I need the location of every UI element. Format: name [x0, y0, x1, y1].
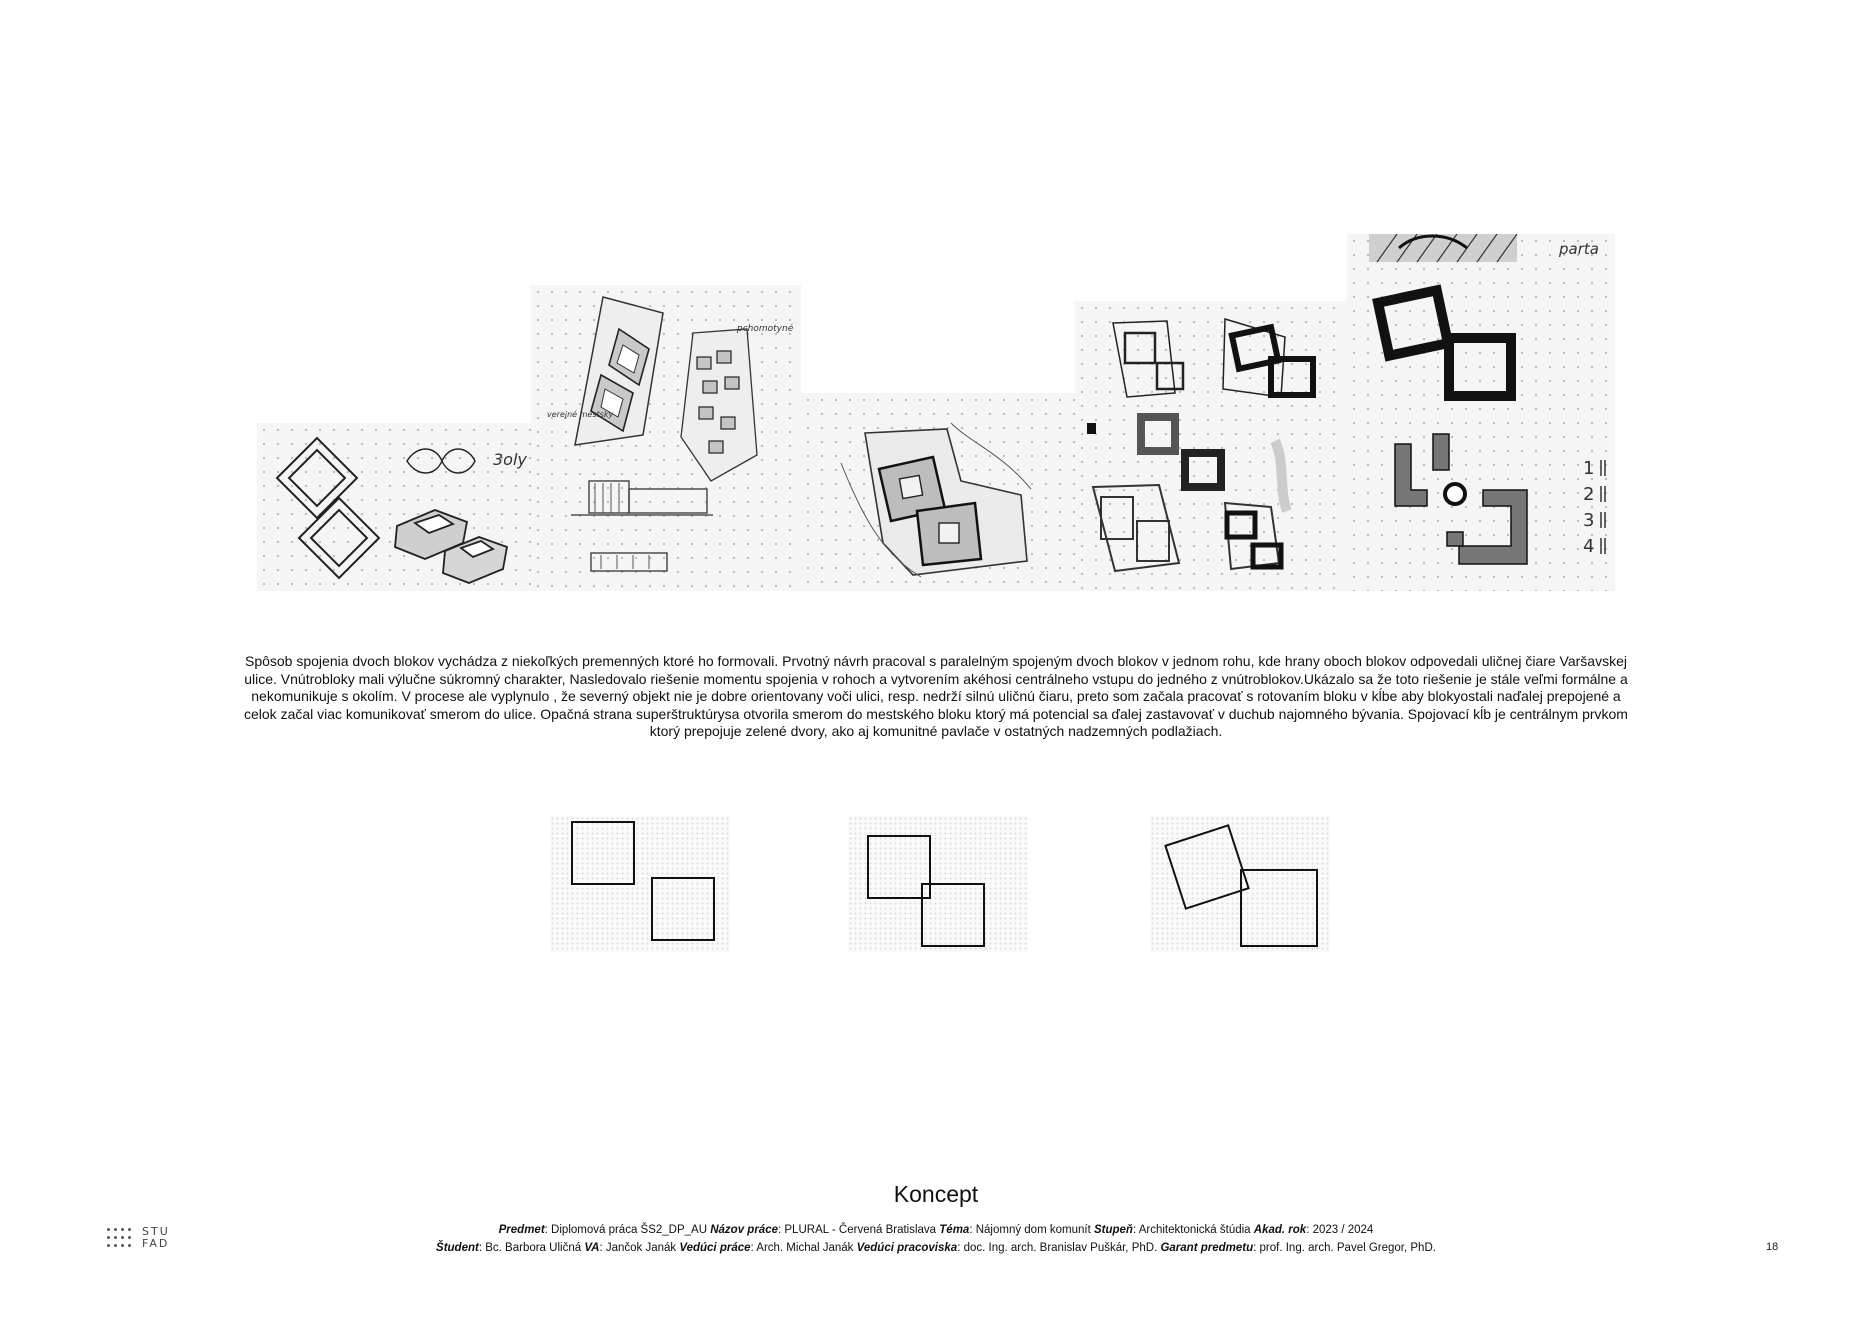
meta-value-student: : Bc. Barbora Uličná — [478, 1242, 585, 1254]
meta-value-veduci-prace: : Arch. Michal Janák — [750, 1242, 857, 1254]
meta-label-garant: Garant predmetu — [1160, 1242, 1254, 1254]
sketch-note-left: verejné mestsky — [547, 410, 614, 419]
sketch-number-4: 4 — [1583, 536, 1595, 557]
meta-label-akad-rok: Akad. rok — [1253, 1224, 1307, 1236]
footer-meta-line-2 — [0, 1242, 1872, 1254]
concept-diagram-1 — [550, 816, 730, 952]
sketch-infinity-blocks — [257, 423, 533, 591]
sketch-note-parta: parta — [1559, 240, 1599, 258]
page-title: Koncept — [893, 1181, 979, 1207]
footer-meta-line-1 — [0, 1224, 1872, 1236]
meta-label-va: VA — [584, 1242, 600, 1254]
meta-label-predmet: Predmet — [498, 1224, 545, 1236]
concept-diagram-2 — [848, 816, 1028, 952]
sketch-panel-4 — [1075, 301, 1347, 591]
meta-value-akad-rok: : 2023 / 2024 — [1306, 1224, 1374, 1236]
logo-line-1: STU — [142, 1225, 170, 1238]
sketch-number-3: 3 — [1583, 510, 1595, 531]
sketch-panel-2 — [531, 285, 801, 591]
stu-logo-dots-icon — [107, 1228, 139, 1250]
sketch-hinged-blocks — [1347, 234, 1615, 591]
stu-fad-logo — [142, 1226, 170, 1250]
concept-diagram-3 — [1150, 816, 1330, 952]
meta-label-student: Študent — [436, 1242, 479, 1254]
meta-label-veduci-pracoviska: Vedúci pracoviska — [856, 1242, 958, 1254]
meta-value-garant: : prof. Ing. arch. Pavel Gregor, PhD. — [1253, 1242, 1436, 1254]
concept-description: Spôsob spojenia dvoch blokov vychádza z niekoľkých premenných ktoré ho formovali. Prvotný návrh pracoval s paralelným spojeným dvoch blokov v jednom rohu, kde hrany oboch blokov odpovedali uličnej čiare Varšavskej ulice. Vnútrobloky mali výlučne súkromný charakter, Nasledovalo riešenie momentu spojenia v rohoch a vytvorením akéhosi centrálneho vstupu do jedného z vnútroblokov.Ukázalo sa že toto riešenie je stále veľmi formálne a nekomunikuje s okolím. V procese ale vyplynulo , že severný objekt nie je dobre orientovany voči ulici, resp. nedrží silnú uličnú čiaru, preto som začala pracovať s rotovaním bloku v kĺbe aby blokyostali naďalej prepojené a celok začal viac komunikovať smerom do ulice. Opačná strana superštruktúrysa otvorila smerom do mestského bloku ktorý má potencial sa ďalej zastavovať v duchub najomného bývania. Spojovací kĺb je centrálnym prvkom ktorý prepojuje zelené dvory, ako aj komunitné pavlače v ostatných nadzemných podlažiach. — [244, 653, 1628, 739]
sketch-block-variants — [1075, 301, 1347, 591]
sketch-note-top: pchomotyné — [737, 324, 794, 334]
sketch-number-2: 2 — [1583, 484, 1595, 505]
sketch-panel-6 — [1347, 234, 1615, 591]
meta-value-stupen: : Architektonická štúdia — [1132, 1224, 1254, 1236]
sketch-note-3oly: 3oly — [493, 450, 527, 469]
sketch-rotated-blocks — [801, 393, 1075, 591]
sketch-figure-eight-plans — [531, 285, 801, 591]
logo-line-2: FAD — [142, 1237, 170, 1250]
meta-value-predmet: : Diplomová práca ŠS2_DP_AU — [544, 1224, 711, 1236]
meta-value-nazov-prace: : PLURAL - Červená Bratislava — [778, 1224, 940, 1236]
meta-value-va: : Jančok Janák — [599, 1242, 680, 1254]
meta-value-veduci-pracoviska: : doc. Ing. arch. Branislav Puškár, PhD. — [957, 1242, 1161, 1254]
meta-label-veduci-prace: Vedúci práce — [679, 1242, 751, 1254]
sketch-number-1: 1 — [1583, 458, 1595, 479]
page-number: 18 — [1766, 1241, 1779, 1253]
sketch-panel-3 — [801, 393, 1075, 591]
meta-label-nazov-prace: Názov práce — [710, 1224, 778, 1236]
meta-label-tema: Téma — [939, 1224, 970, 1236]
meta-value-tema: : Nájomný dom komunít — [969, 1224, 1094, 1236]
meta-label-stupen: Stupeň — [1093, 1224, 1133, 1236]
sketch-panel-1 — [257, 423, 533, 591]
